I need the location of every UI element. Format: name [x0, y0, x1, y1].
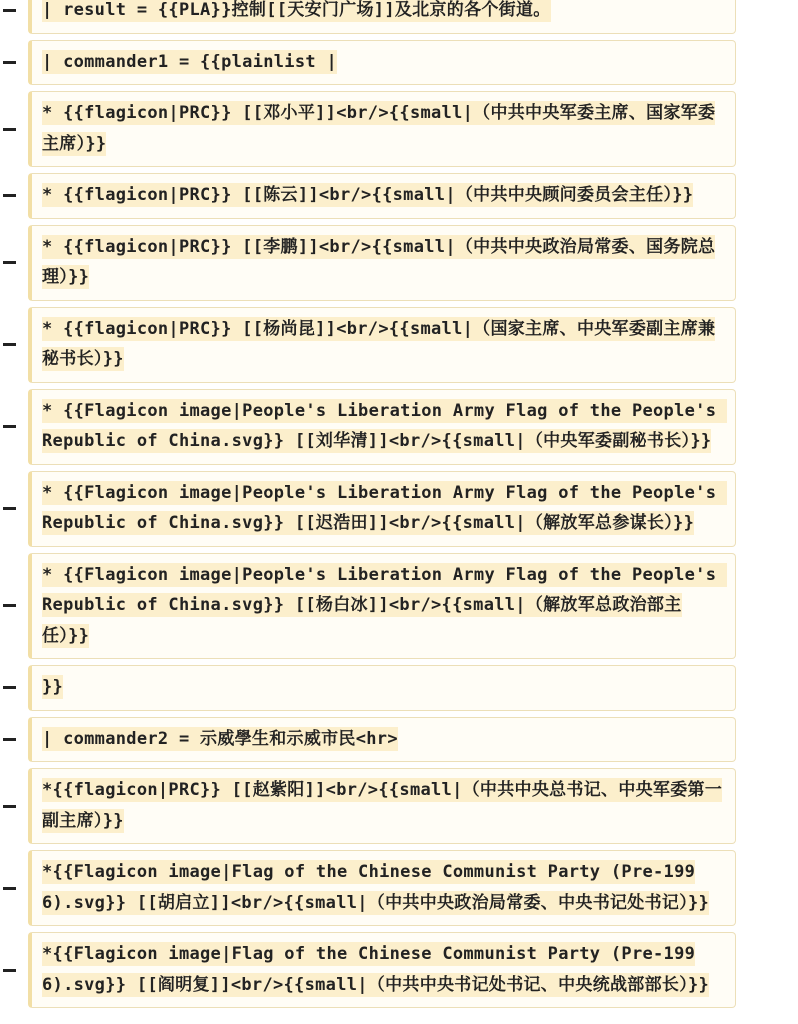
removed-line	[28, 471, 736, 547]
removed-line	[28, 665, 736, 711]
removed-line	[28, 553, 736, 660]
minus-icon	[0, 678, 18, 698]
diff-row	[0, 850, 798, 926]
diff-row	[0, 471, 798, 547]
minus-icon	[0, 596, 18, 616]
diff-row	[0, 91, 798, 167]
removed-line	[28, 0, 736, 34]
diff-row	[0, 665, 798, 711]
line-text: * {{Flagicon image|People's Liberation Army Flag of the People's Republic of China.svg}} [[刘华清]]<br/>{{small|（中央军委副秘书长）}}	[42, 400, 727, 451]
diff-row	[0, 173, 798, 219]
minus-icon	[0, 1, 18, 21]
removed-line	[28, 850, 736, 926]
minus-icon	[0, 878, 18, 898]
removed-line	[28, 225, 736, 301]
diff-row	[0, 932, 798, 1008]
line-text: *{{Flagicon image|Flag of the Chinese Communist Party (Pre-1996).svg}} [[胡启立]]<br/>{{small|（中共中央政治局常委、中央书记处书记）}}	[42, 862, 710, 913]
minus-icon	[0, 417, 18, 437]
diff-row	[0, 553, 798, 660]
line-text: | commander2 = 示威學生和示威市民<hr>	[42, 728, 398, 749]
removed-line	[28, 307, 736, 383]
line-text: * {{flagicon|PRC}} [[李鹏]]<br/>{{small|（中共中央政治局常委、国务院总理）}}	[42, 236, 716, 287]
line-text: * {{flagicon|PRC}} [[杨尚昆]]<br/>{{small|（国家主席、中央军委副主席兼秘书长）}}	[42, 318, 716, 369]
line-text: | commander1 = {{plainlist |	[42, 51, 337, 72]
diff-row	[0, 389, 798, 465]
line-text: * {{flagicon|PRC}} [[陈云]]<br/>{{small|（中共中央顾问委员会主任）}}	[42, 185, 694, 205]
diff-row	[0, 0, 798, 34]
line-text: }}	[42, 677, 64, 697]
line-text: * {{flagicon|PRC}} [[邓小平]]<br/>{{small|（中共中央军委主席、国家军委主席）}}	[42, 103, 716, 154]
minus-icon	[0, 253, 18, 273]
minus-icon	[0, 119, 18, 139]
diff-row	[0, 307, 798, 383]
minus-icon	[0, 186, 18, 206]
removed-line	[28, 40, 736, 86]
line-text: * {{Flagicon image|People's Liberation Army Flag of the People's Republic of China.svg}} [[迟浩田]]<br/>{{small|（解放军总参谋长）}}	[42, 482, 727, 533]
removed-line	[28, 91, 736, 167]
minus-icon	[0, 335, 18, 355]
minus-icon	[0, 960, 18, 980]
minus-icon	[0, 499, 18, 519]
line-text: * {{Flagicon image|People's Liberation Army Flag of the People's Republic of China.svg}} [[杨白冰]]<br/>{{small|（解放军总政治部主任）}}	[42, 564, 727, 646]
removed-line	[28, 717, 736, 763]
line-text: *{{Flagicon image|Flag of the Chinese Communist Party (Pre-1996).svg}} [[阎明复]]<br/>{{small|（中共中央书记处书记、中央统战部部长）}}	[42, 944, 710, 995]
diff-row	[0, 768, 798, 844]
diff-row	[0, 40, 798, 86]
diff-row	[0, 225, 798, 301]
removed-line	[28, 173, 736, 219]
minus-icon	[0, 729, 18, 749]
diff-row	[0, 717, 798, 763]
removed-line	[28, 389, 736, 465]
removed-line	[28, 768, 736, 844]
minus-icon	[0, 796, 18, 816]
removed-line	[28, 932, 736, 1008]
line-text: *{{flagicon|PRC}} [[赵紫阳]]<br/>{{small|（中共中央总书记、中央军委第一副主席）}}	[42, 780, 723, 831]
line-text: | result = {{PLA}}控制[[天安门广场]]及北京的各个街道。	[42, 0, 551, 20]
minus-icon	[0, 52, 18, 72]
